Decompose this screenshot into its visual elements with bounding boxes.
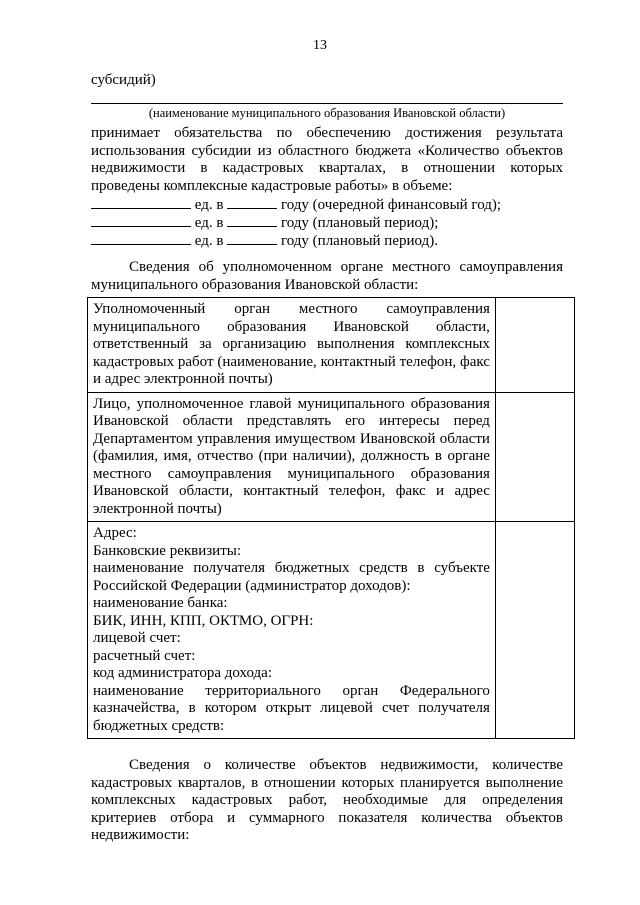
volume-unit: ед. в <box>194 233 224 249</box>
commitment-line: проведены комплексные кадастровые работы» в объеме: <box>91 177 453 194</box>
volume-period: году (плановый период); <box>280 215 439 231</box>
cell-line: расчетный счет: <box>93 647 196 664</box>
closing-line: недвижимости: <box>91 827 190 843</box>
volume-row <box>91 213 438 233</box>
year-blank[interactable] <box>227 213 277 227</box>
cell-line: Ивановской области представлять его интересы перед <box>93 413 490 429</box>
cell-line: Уполномоченный орган местного самоуправления <box>93 301 490 317</box>
representative-value-cell[interactable] <box>495 392 574 522</box>
cell-line: Российской Федерации (администратор доходов): <box>93 577 411 594</box>
volume-period: году (очередной финансовый год); <box>280 197 502 213</box>
cell-line: бюджетных средств: <box>93 717 225 734</box>
cell-line: Лицо, уполномоченное главой муниципального образования <box>93 395 490 412</box>
closing-paragraph <box>91 757 563 845</box>
quantity-blank[interactable] <box>91 213 191 227</box>
cell-line: казначейства, в котором открыт лицевой счет получателя <box>93 700 490 716</box>
cell-line: наименование банка: <box>93 595 228 611</box>
cell-line: наименование получателя бюджетных средств в субъекте <box>93 560 490 576</box>
cell-line: наименование территориального орган Федерального <box>93 682 490 699</box>
volume-period: году (плановый период). <box>280 233 438 249</box>
authority-intro-line: Сведения об уполномоченном органе местного самоуправления <box>129 259 563 275</box>
cell-line: местного самоуправления муниципального образования <box>93 465 490 482</box>
header-fragment: субсидий) <box>91 72 156 88</box>
quantity-blank[interactable] <box>91 231 191 245</box>
bank-details-label-cell <box>88 522 496 739</box>
cell-line: муниципального образования Ивановской области, <box>93 318 490 335</box>
table-row <box>88 522 575 739</box>
closing-line: комплексных кадастровых работ, необходимые для определения <box>91 792 563 808</box>
closing-line: кадастровых кварталов, в отношении которых планируется выполнение <box>91 774 563 791</box>
cell-line: Ивановской области, контактный телефон, факс и адрес <box>93 483 490 499</box>
volume-row <box>91 231 438 251</box>
bank-details-value-cell[interactable] <box>495 522 574 739</box>
commitment-line: недвижимости в кадастровых кварталах, в отношении которых <box>91 160 563 176</box>
authority-info-table <box>87 297 575 739</box>
closing-line: критериев отбора и суммарного показателя количества объектов <box>91 809 563 826</box>
page-number: 13 <box>313 38 327 53</box>
year-blank[interactable] <box>227 195 277 209</box>
cell-line: кадастровых работ (наименование, контактный телефон, факс <box>93 353 490 370</box>
cell-line: Банковские реквизиты: <box>93 542 242 559</box>
cell-line: Департаментом управления имуществом Ивановской области <box>93 430 490 447</box>
representative-label-cell <box>88 392 496 522</box>
cell-line: (фамилия, имя, отчество (при наличии), должность в органе <box>93 448 490 464</box>
authority-intro-line: муниципального образования Ивановской области: <box>91 276 419 293</box>
authority-value-cell[interactable] <box>495 298 574 393</box>
volume-unit: ед. в <box>194 215 224 231</box>
quantity-blank[interactable] <box>91 195 191 209</box>
cell-line: БИК, ИНН, КПП, ОКТМО, ОГРН: <box>93 612 314 629</box>
cell-line: код администратора дохода: <box>93 665 272 681</box>
table-row <box>88 298 575 393</box>
year-blank[interactable] <box>227 231 277 245</box>
cell-line: ответственный за организацию выполнения комплексных <box>93 336 490 352</box>
cell-line: Адрес: <box>93 525 137 541</box>
cell-line: и адрес электронной почты) <box>93 371 273 387</box>
cell-line: электронной почты) <box>93 500 222 517</box>
authority-intro <box>91 259 563 294</box>
municipality-name-line <box>91 103 563 104</box>
cell-line: лицевой счет: <box>93 630 181 646</box>
commitment-line: принимает обязательства по обеспечению достижения результата <box>91 125 563 141</box>
commitment-line: использования субсидии из областного бюджета «Количество объектов <box>91 142 563 159</box>
authority-label-cell <box>88 298 496 393</box>
closing-line: Сведения о количестве объектов недвижимости, количестве <box>129 757 563 773</box>
commitment-paragraph <box>91 125 563 195</box>
municipality-caption: (наименование муниципального образования Ивановской области) <box>148 106 506 120</box>
volume-row <box>91 195 501 215</box>
table-row <box>88 392 575 522</box>
volume-unit: ед. в <box>194 197 224 213</box>
